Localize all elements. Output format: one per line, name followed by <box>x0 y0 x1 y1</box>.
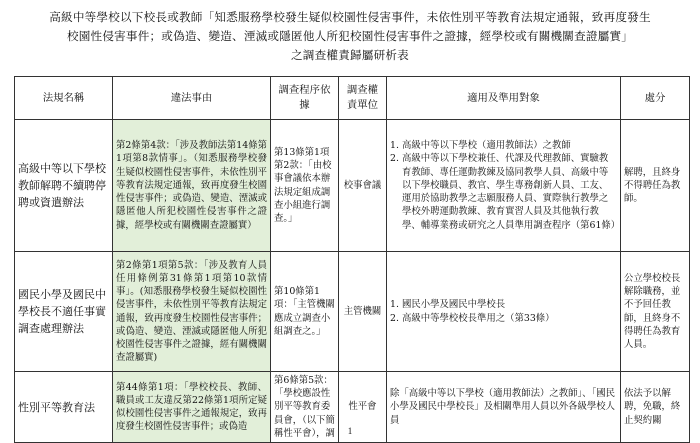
scope-text: 高級中等學校校長準用之（第33條） <box>402 312 555 324</box>
responsible-unit: 性平會 <box>339 372 387 443</box>
header-procedure: 調查程序依據 <box>271 77 339 120</box>
scope-text: 高級中等以下學校兼任、代課及代理教師、實驗教育教師、專任運動教練及協同教學人員、高級中等以下學校職員、教官、學生專務創新人員、工友、運用於協助教學之志願服務人員、實際執行教學之學校外聘運動教練、教育實習人員及其他執行教學、輔導業務或研究之人員準用調查程序（第61條） <box>402 153 621 231</box>
scope-item <box>390 152 621 231</box>
scope-item <box>390 298 617 311</box>
applicable-scope <box>387 120 621 252</box>
title-line-2: 校園性侵害事件；或偽造、變造、湮滅或隱匿他人所犯校園性侵害事件之證據，經學校或有關機關查證屬實」 <box>66 29 634 43</box>
title-line-3: 之調查權責歸屬研析表 <box>291 48 409 62</box>
scope-number: 1. <box>390 299 399 311</box>
table-row <box>15 120 690 252</box>
scope-text: 高級中等以下學校（適用教師法）之教師 <box>402 140 571 152</box>
violation-reason: 第2條第1項第5款：「涉及教育人員任用條例第31條第1項第10款情事」。(知悉服務學校發生疑似校園性侵害事件，未依性別平等教育法規定通報，致再度發生校園性侵害事件；或偽造、變造、湮滅或隱匿他人所犯校園性侵害事件之證據，經有關機關查證屬實) <box>113 252 271 372</box>
analysis-table <box>14 76 690 443</box>
scope-item <box>390 139 617 152</box>
scope-item <box>390 312 617 325</box>
header-penalty: 處分 <box>621 77 690 120</box>
procedure-basis: 第6條第5款：「學校應設性別平等教育委員會，（以下簡稱性平會），調 <box>271 372 339 443</box>
responsible-unit: 主管機關 <box>339 252 387 372</box>
header-reason: 違法事由 <box>113 77 271 120</box>
law-name: 國民小學及國民中學校長不適任事實調查處理辦法 <box>15 252 113 372</box>
header-unit: 調查權責單位 <box>339 77 387 120</box>
document-title <box>20 8 680 65</box>
penalty: 依法予以解聘，免職，終止契約關 <box>621 372 690 443</box>
violation-reason: 第44條第1項：「學校校長、教師、職員或工友違反第22條第1項所定疑似校園性侵害事件之通報規定，致再度發生校園性侵害事件；或偽造 <box>113 372 271 443</box>
violation-reason: 第2條第4款：「涉及教師法第14條第1項第8款情事」。（知悉服務學校發生疑似校園性侵害事件，未依性別平等教育法規定通報，致再度發生校園性侵害事件；或偽造、變造、湮滅或隱匿他人所犯校園性侵害事件之證據，經學校或有關機關查證屬實） <box>113 120 271 252</box>
law-name: 高級中等以下學校教師解聘不續聘停聘或資遣辦法 <box>15 120 113 252</box>
table-row <box>15 252 690 372</box>
procedure-basis: 第10條第1項：「主管機關應成立調查小組調查之。」 <box>271 252 339 372</box>
title-line-1: 高級中等學校以下校長或教師「知悉服務學校發生疑似校園性侵害事件，未依性別平等教育法規定通報，致再度發生 <box>49 10 651 24</box>
applicable-scope: 除「高級中等以下學校（適用教師法）之教師」、「國民小學及國民中學校長」及相關準用人員以外各級學校人員 <box>387 372 621 443</box>
scope-number: 2. <box>390 312 399 324</box>
applicable-scope <box>387 252 621 372</box>
procedure-basis: 第13條第1項第2款：「由校事會議依本辦法規定組成調查小組進行調查。」 <box>271 120 339 252</box>
scope-number: 1. <box>390 140 399 152</box>
header-law: 法規名稱 <box>15 77 113 120</box>
header-scope: 適用及準用對象 <box>387 77 621 120</box>
page-number: 1 <box>347 426 353 436</box>
law-name: 性別平等教育法 <box>15 372 113 443</box>
scope-text: 國民小學及國民中學校長 <box>402 299 506 311</box>
responsible-unit: 校事會議 <box>339 120 387 252</box>
scope-number: 2. <box>390 153 399 165</box>
penalty: 解聘，且終身不得聘任為教師。 <box>621 120 690 252</box>
table-header-row <box>15 77 690 120</box>
penalty: 公立學校校長解除職務，並不予回任教師，且終身不得聘任為教育人員。 <box>621 252 690 372</box>
